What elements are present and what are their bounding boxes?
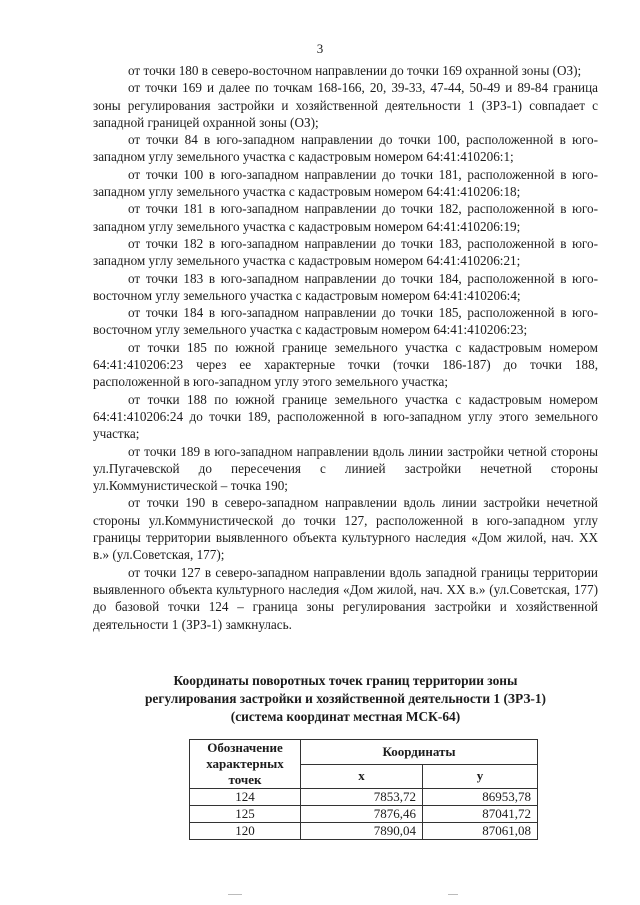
paragraph: от точки 182 в юго-западном направлении до точки 183, расположенной в юго-западном углу земельного участка с кадастровым номером 64:41:410206:21; — [93, 235, 598, 269]
paragraph: от точки 190 в северо-западном направлении вдоль линии застройки нечетной стороны ул.Коммунистической до точки 127, расположенной в юго-западном углу границы территории выявленного объекта культурного наследия «Дом жилой, нач. XX в.» (ул.Советская, 177); — [93, 495, 598, 563]
point-cell: 124 — [190, 789, 301, 806]
paragraph: от точки 188 по южной границе земельного участка с кадастровым номером 64:41:410206:24 до точки 189, расположенной в юго-западном углу этого земельного участка; — [93, 391, 598, 442]
y-cell: 87061,08 — [423, 823, 538, 840]
x-cell: 7876,46 — [301, 806, 423, 823]
table-title-line: (система координат местная МСК-64) — [230, 709, 461, 724]
paragraph: от точки 169 и далее по точкам 168-166, 20, 39-33, 47-44, 50-49 и 89-84 граница зоны регулирования застройки и хозяйственной деятельности 1 (ЗРЗ-1) совпадает с западной границей охранной зоны (ОЗ); — [93, 80, 598, 130]
header-coordinates: Координаты — [301, 740, 538, 765]
table-title-line: Координаты поворотных точек границ территории зоны — [173, 673, 518, 688]
page-number: 3 — [316, 41, 324, 56]
y-cell: 86953,78 — [423, 789, 538, 806]
table-row — [190, 806, 538, 823]
table-header-row — [190, 740, 538, 765]
paragraph: от точки 181 в юго-западном направлении до точки 182, расположенной в юго-западном углу земельного участка с кадастровым номером 64:41:410206:19; — [93, 201, 598, 234]
paragraph: от точки 183 в юго-западном направлении до точки 184, расположенной в юго-восточном углу земельного участка с кадастровым номером 64:41:410206:4; — [93, 270, 598, 303]
coordinates-table — [189, 739, 538, 840]
scan-artifact — [228, 894, 242, 895]
paragraph: от точки 127 в северо-западном направлении вдоль западной границы территории выявленного объекта культурного наследия «Дом жилой, нач. XX в.» (ул.Советская, 177) до базовой точки 124 – граница зоны регулирования застройки и хозяйственной деятельности 1 (ЗРЗ-1) замкнулась. — [93, 564, 598, 632]
point-cell: 120 — [190, 823, 301, 840]
x-cell: 7890,04 — [301, 823, 423, 840]
paragraph: от точки 185 по южной границе земельного участка с кадастровым номером 64:41:410206:23 через ее характерные точки (точки 186-187) до точки 188, расположенной в юго-западном углу этого земельного участка; — [93, 339, 598, 390]
point-cell: 125 — [190, 806, 301, 823]
table-title — [93, 672, 598, 726]
scan-artifact — [448, 894, 458, 895]
table-row — [190, 823, 538, 840]
boundary-description — [93, 62, 598, 633]
header-point-label: Обозначение характерных точек — [190, 740, 301, 789]
paragraph: от точки 189 в юго-западном направлении вдоль линии застройки четной стороны ул.Пугачевской до пересечения с линией застройки нечетной стороны ул.Коммунистической – точка 190; — [93, 443, 598, 494]
header-x: х — [301, 764, 423, 789]
x-cell: 7853,72 — [301, 789, 423, 806]
header-y: у — [423, 764, 538, 789]
table-title-line: регулирования застройки и хозяйственной деятельности 1 (ЗРЗ-1) — [144, 691, 547, 706]
y-cell: 87041,72 — [423, 806, 538, 823]
table-row — [190, 789, 538, 806]
paragraph: от точки 100 в юго-западном направлении до точки 181, расположенной в юго-западном углу земельного участка с кадастровым номером 64:41:410206:18; — [93, 166, 598, 200]
paragraph: от точки 180 в северо-восточном направлении до точки 169 охранной зоны (ОЗ); — [128, 63, 582, 78]
paragraph: от точки 84 в юго-западном направлении до точки 100, расположенной в юго-западном углу земельного участка с кадастровым номером 64:41:410206:1; — [93, 132, 598, 165]
paragraph: от точки 184 в юго-западном направлении до точки 185, расположенной в юго-восточном углу земельного участка с кадастровым номером 64:41:410206:23; — [93, 305, 598, 338]
